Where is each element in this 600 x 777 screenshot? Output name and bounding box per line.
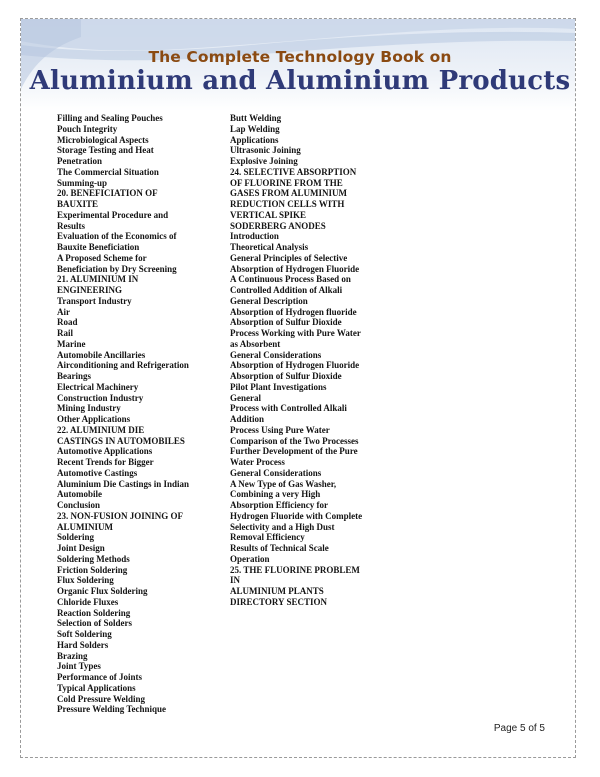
toc-entry: Pressure Welding Technique bbox=[57, 704, 167, 715]
page-number: Page 5 of 5 bbox=[493, 723, 545, 734]
toc-entry: Storage Testing and Heat bbox=[57, 145, 154, 156]
toc-entry: Automobile bbox=[57, 489, 102, 500]
toc-entry: ALUMINIUM bbox=[57, 521, 113, 532]
toc-entry: Organic Flux Soldering bbox=[57, 586, 148, 596]
toc-entry: Soldering bbox=[57, 532, 95, 543]
toc-entry: Other Applications bbox=[57, 414, 131, 424]
toc-entry: Construction Industry bbox=[57, 392, 144, 403]
toc-entry: Water Process bbox=[230, 457, 285, 467]
toc-entry: Hard Solders bbox=[57, 639, 109, 650]
toc-entry: Process with Controlled Alkali bbox=[230, 403, 347, 414]
toc-entry: Penetration bbox=[57, 156, 102, 166]
toc-entry: Ultrasonic Joining bbox=[230, 145, 301, 156]
book-subtitle: The Complete Technology Book on bbox=[148, 48, 452, 66]
toc-entry: Reaction Soldering bbox=[57, 607, 131, 618]
toc-entry: Butt Welding bbox=[230, 113, 282, 123]
toc-entry: Friction Soldering bbox=[57, 564, 128, 575]
toc-entry: CASTINGS IN AUTOMOBILES bbox=[57, 435, 185, 446]
toc-entry: Flux Soldering bbox=[57, 575, 114, 586]
toc-entry: Soldering Methods bbox=[57, 553, 130, 564]
toc-entry: 20. BENEFICIATION OF bbox=[57, 188, 158, 199]
toc-entry: Results bbox=[57, 220, 86, 231]
toc-entry: Operation bbox=[230, 553, 270, 564]
toc-entry: Results of Technical Scale bbox=[230, 543, 329, 553]
toc-entry: A Continuous Process Based on bbox=[230, 274, 351, 285]
toc-entry: Absorption of Hydrogen fluoride bbox=[230, 306, 357, 317]
toc-entry: GASES FROM ALUMINIUM bbox=[230, 188, 348, 199]
toc-right-column bbox=[230, 113, 400, 608]
toc-entry: Joint Types bbox=[57, 661, 101, 672]
toc-left-column bbox=[57, 113, 227, 715]
toc-entry: Marine bbox=[57, 338, 86, 349]
toc-entry: 22. ALUMINIUM DIE bbox=[57, 424, 145, 435]
toc-entry: Theoretical Analysis bbox=[230, 242, 309, 252]
toc-entry: Bearings bbox=[57, 371, 92, 381]
toc-entry: Experimental Procedure and bbox=[57, 209, 169, 220]
toc-entry: Soft Soldering bbox=[57, 629, 112, 639]
toc-entry: General Considerations bbox=[230, 467, 322, 478]
toc-entry: OF FLUORINE FROM THE bbox=[230, 177, 343, 188]
toc-entry: ENGINEERING bbox=[57, 285, 123, 295]
toc-entry: Automobile Ancillaries bbox=[57, 349, 146, 360]
toc-entry: ALUMINIUM PLANTS bbox=[230, 586, 324, 596]
toc-entry: Introduction bbox=[230, 231, 279, 242]
toc-entry: Applications bbox=[230, 134, 279, 145]
toc-entry: Evaluation of the Economics of bbox=[57, 231, 177, 242]
toc-entry: Combining a very High bbox=[230, 489, 321, 500]
toc-entry: Road bbox=[57, 317, 78, 328]
toc-entry: Filling and Sealing Pouches bbox=[57, 113, 163, 123]
toc-entry: Process Using Pure Water bbox=[230, 424, 330, 435]
toc-entry: BAUXITE bbox=[57, 199, 99, 209]
toc-entry: Chloride Fluxes bbox=[57, 596, 119, 607]
toc-entry: Controlled Addition of Alkali bbox=[230, 285, 343, 295]
toc-entry: Cold Pressure Welding bbox=[57, 693, 146, 704]
toc-entry: Typical Applications bbox=[57, 682, 136, 693]
toc-entry: Absorption of Hydrogen Fluoride bbox=[230, 360, 360, 371]
toc-entry: Recent Trends for Bigger bbox=[57, 457, 154, 467]
toc-entry: Brazing bbox=[57, 650, 88, 661]
toc-entry: Aluminium Die Castings in Indian bbox=[57, 478, 190, 489]
toc-entry: Further Development of the Pure bbox=[230, 446, 358, 457]
toc-entry: Absorption Efficiency for bbox=[230, 500, 328, 510]
toc-entry: 23. NON-FUSION JOINING OF bbox=[57, 510, 184, 521]
toc-entry: Air bbox=[57, 306, 70, 317]
toc-entry: Absorption of Sulfur Dioxide bbox=[230, 371, 342, 381]
toc-entry: A New Type of Gas Washer, bbox=[230, 478, 337, 489]
toc-entry: Microbiological Aspects bbox=[57, 134, 149, 145]
toc-entry: IN bbox=[230, 575, 241, 586]
toc-entry: General Principles of Selective bbox=[230, 252, 348, 263]
toc-entry: Hydrogen Fluoride with Complete bbox=[230, 510, 363, 521]
toc-entry: Absorption of Hydrogen Fluoride bbox=[230, 263, 360, 274]
toc-entry: Lap Welding bbox=[230, 123, 280, 134]
toc-entry: A Proposed Scheme for bbox=[57, 252, 147, 263]
toc-entry: Explosive Joining bbox=[230, 156, 298, 166]
toc-entry: 21. ALUMINIUM IN bbox=[57, 274, 139, 285]
toc-entry: Electrical Machinery bbox=[57, 381, 139, 392]
toc-entry: Performance of Joints bbox=[57, 672, 142, 682]
toc-entry: Removal Efficiency bbox=[230, 532, 305, 543]
toc-entry: The Commercial Situation bbox=[57, 166, 159, 177]
toc-entry: Automotive Applications bbox=[57, 446, 153, 457]
toc-entry: Process Working with Pure Water bbox=[230, 328, 361, 338]
toc-entry: Pouch Integrity bbox=[57, 123, 118, 134]
toc-entry: Pilot Plant Investigations bbox=[230, 381, 327, 392]
toc-entry: General Considerations bbox=[230, 349, 322, 360]
book-title: Aluminium and Aluminium Products bbox=[29, 66, 571, 96]
toc-entry: as Absorbent bbox=[230, 338, 281, 349]
toc-entry: 25. THE FLUORINE PROBLEM bbox=[230, 564, 360, 575]
toc-entry: Bauxite Beneficiation bbox=[57, 242, 140, 252]
toc-entry: Comparison of the Two Processes bbox=[230, 435, 359, 446]
toc-entry: Airconditioning and Refrigeration bbox=[57, 360, 189, 371]
toc-entry: Rail bbox=[57, 328, 74, 338]
toc-entry: General bbox=[230, 392, 261, 403]
toc-entry: 24. SELECTIVE ABSORPTION bbox=[230, 166, 357, 177]
toc-entry: Selectivity and a High Dust bbox=[230, 521, 335, 532]
toc-entry: Joint Design bbox=[57, 543, 105, 553]
toc-entry: VERTICAL SPIKE bbox=[230, 209, 306, 220]
toc-entry: Conclusion bbox=[57, 500, 101, 510]
toc-entry: Addition bbox=[230, 414, 265, 424]
toc-entry: General Description bbox=[230, 295, 308, 306]
toc-entry: Mining Industry bbox=[57, 403, 121, 414]
toc-entry: DIRECTORY SECTION bbox=[230, 596, 327, 607]
toc-entry: Absorption of Sulfur Dioxide bbox=[230, 317, 342, 328]
toc-entry: Transport Industry bbox=[57, 295, 132, 306]
toc-entry: REDUCTION CELLS WITH bbox=[230, 199, 345, 209]
toc-entry: Automotive Castings bbox=[57, 467, 138, 478]
toc-entry: Selection of Solders bbox=[57, 618, 132, 629]
toc-entry: Beneficiation by Dry Screening bbox=[57, 263, 177, 274]
toc-entry: Summing-up bbox=[57, 177, 108, 188]
toc-entry: SODERBERG ANODES bbox=[230, 220, 326, 231]
